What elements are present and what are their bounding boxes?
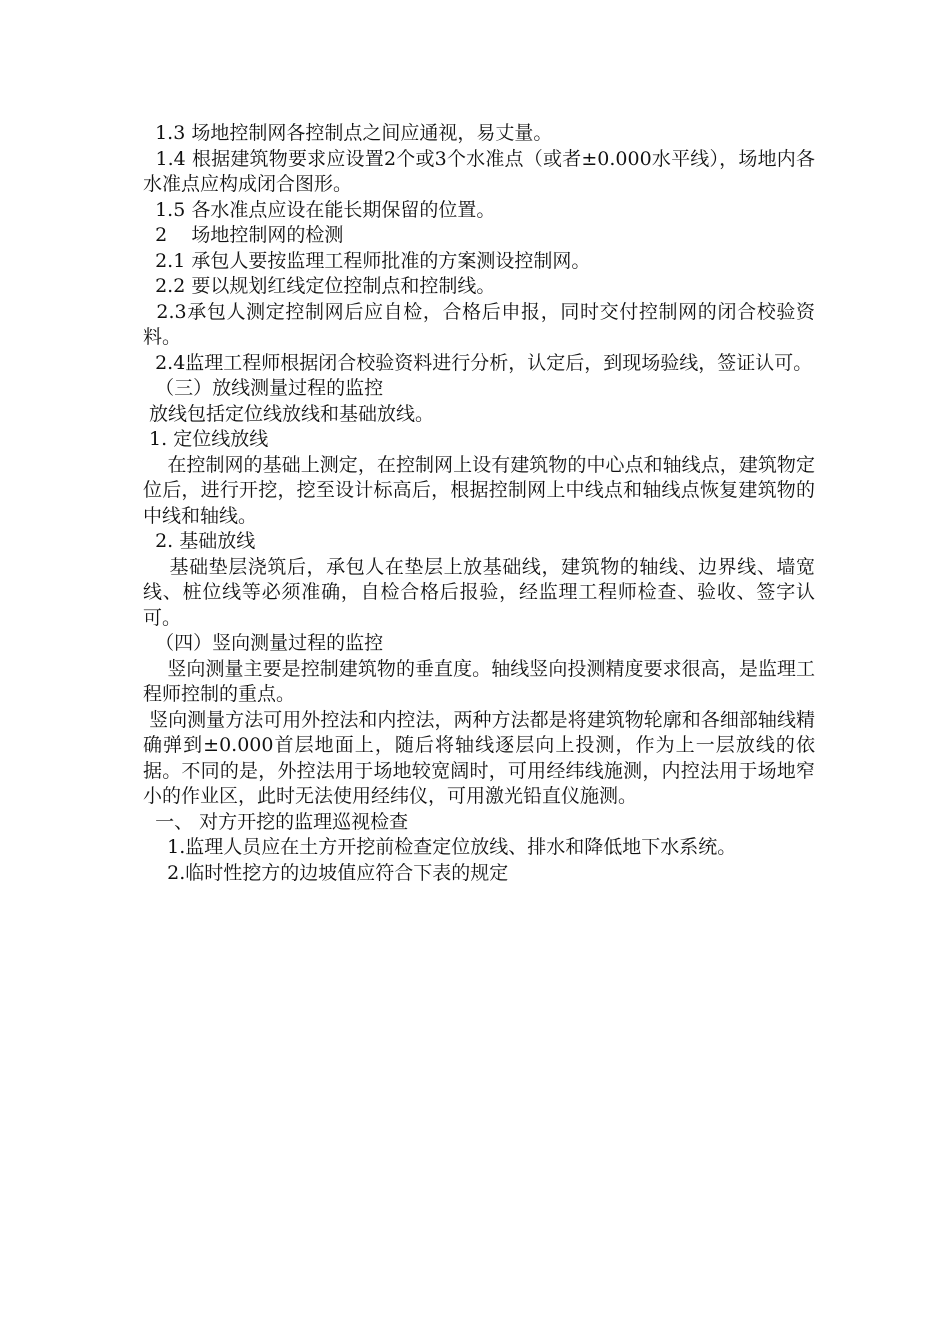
heading-foundation-line: 2. 基础放线 [143, 530, 256, 552]
paragraph-1-5: 1.5 各水准点应设在能长期保留的位置。 [143, 198, 496, 221]
paragraph-2-2: 2.2 要以规划红线定位控制点和控制线。 [143, 275, 496, 297]
paragraph-excavation-2: 2.临时性挖方的边坡值应符合下表的规定 [143, 861, 509, 884]
paragraph-1-3: 1.3 场地控制网各控制点之间应通视，易丈量。 [143, 122, 553, 144]
paragraph-layout-intro: 放线包括定位线放线和基础放线。 [143, 402, 435, 425]
paragraph-2-4: 2.4监理工程师根据闭合校验资料进行分析，认定后，到现场验线，签证认可。 [143, 351, 813, 374]
heading-excavation-inspection: 一、 对方开挖的监理巡视检查 [143, 810, 409, 833]
paragraph-positioning-line: 在控制网的基础上测定，在控制网上设有建筑物的中心点和轴线点，建筑物定位后，进行开挖，挖至设计标高后，根据控制网上中线点和轴线点恢复建筑物的中线和轴线。 [143, 453, 815, 527]
heading-positioning-line: 1. 定位线放线 [143, 428, 269, 450]
paragraph-excavation-1: 1.监理人员应在土方开挖前检查定位放线、排水和降低地下水系统。 [143, 836, 737, 858]
paragraph-1-4: 1.4 根据建筑物要求应设置2个或3个水准点（或者±0.000水平线），场地内各水准点应构成闭合图形。 [143, 147, 815, 195]
heading-2: 2 场地控制网的检测 [143, 224, 344, 246]
heading-section-3: （三）放线测量过程的监控 [143, 377, 384, 399]
paragraph-2-1: 2.1 承包人要按监理工程师批准的方案测设控制网。 [143, 249, 591, 272]
paragraph-vertical-methods: 竖向测量方法可用外控法和内控法，两种方法都是将建筑物轮廓和各细部轴线精确弹到±0.000首层地面上，随后将轴线逐层向上投测，作为上一层放线的依据。不同的是，外控法用于场地较宽阔时，可用经纬线施测，内控法用于场地窄小的作业区，此时无法使用经纬仪，可用激光铅直仪施测。 [143, 708, 815, 807]
paragraph-2-3: 2.3承包人测定控制网后应自检，合格后申报，同时交付控制网的闭合校验资料。 [143, 300, 815, 348]
document-body [143, 121, 815, 886]
paragraph-foundation-line: 基础垫层浇筑后，承包人在垫层上放基础线，建筑物的轴线、边界线、墙宽线、桩位线等必须准确，自检合格后报验，经监理工程师检查、验收、签字认可。 [143, 555, 815, 629]
paragraph-vertical-intro: 竖向测量主要是控制建筑物的垂直度。轴线竖向投测精度要求很高，是监理工程师控制的重点。 [143, 657, 815, 705]
heading-section-4: （四）竖向测量过程的监控 [143, 632, 384, 654]
